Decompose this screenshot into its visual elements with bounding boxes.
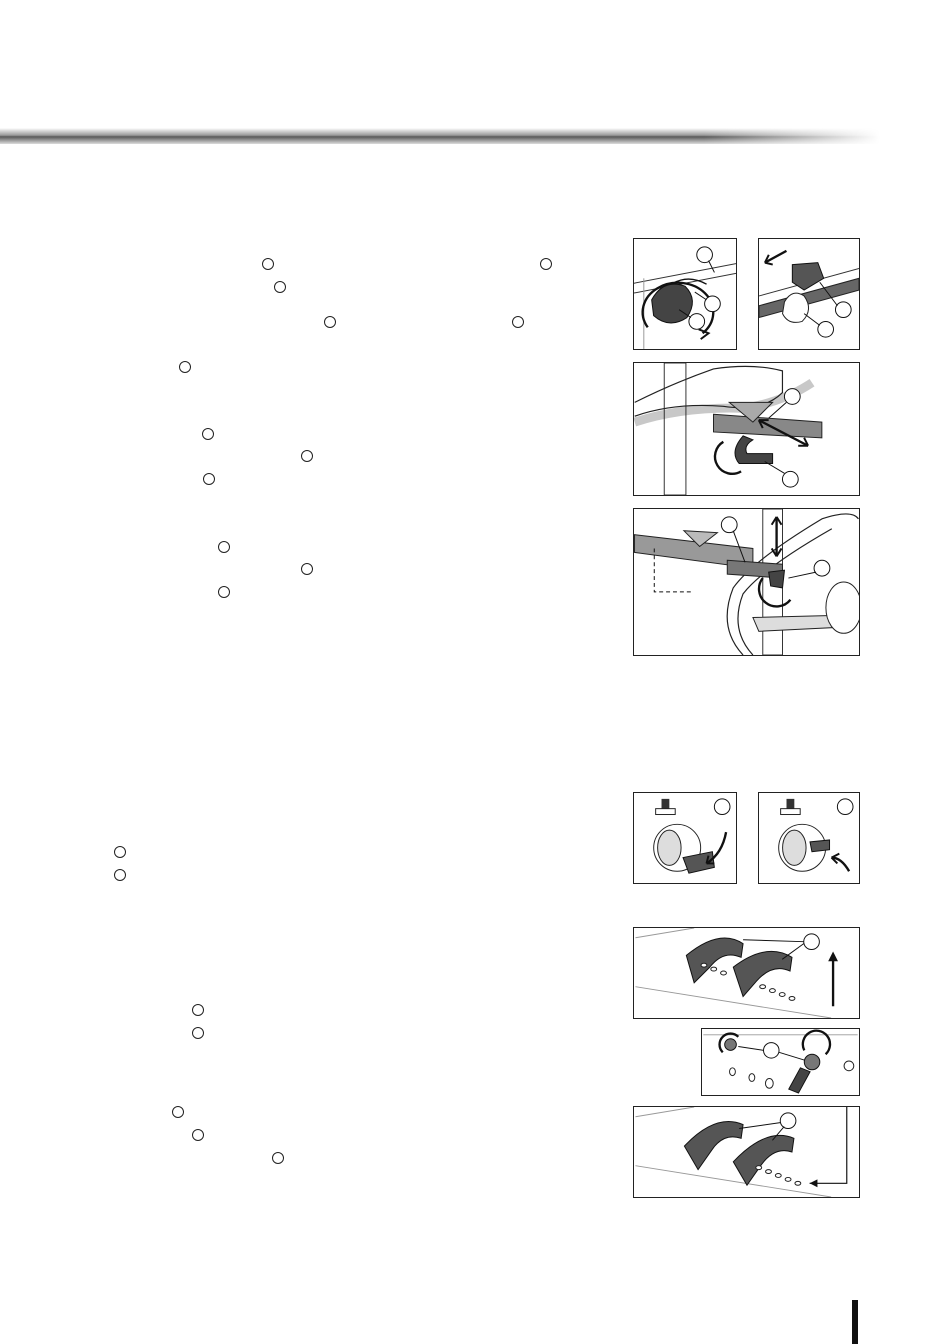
header-rule bbox=[0, 128, 880, 144]
figure-height-adjust bbox=[633, 508, 860, 656]
callout-marker bbox=[324, 316, 336, 328]
figure-caster-brake-on bbox=[633, 792, 737, 884]
callout-marker bbox=[301, 450, 313, 462]
callout-marker bbox=[114, 869, 126, 881]
callout-marker bbox=[512, 316, 524, 328]
callout-marker bbox=[192, 1129, 204, 1141]
callout-marker bbox=[301, 563, 313, 575]
callout-marker bbox=[262, 258, 274, 270]
figure-knob-tighten bbox=[633, 238, 737, 350]
figure-caster-brake-off bbox=[758, 792, 860, 884]
callout-marker bbox=[218, 541, 230, 553]
callout-marker bbox=[202, 428, 214, 440]
callout-marker bbox=[179, 361, 191, 373]
callout-marker bbox=[172, 1106, 184, 1118]
callout-marker bbox=[540, 258, 552, 270]
callout-marker bbox=[192, 1004, 204, 1016]
callout-marker bbox=[114, 846, 126, 858]
callout-marker bbox=[272, 1152, 284, 1164]
callout-marker bbox=[192, 1027, 204, 1039]
figure-footplates-refit bbox=[633, 1106, 860, 1198]
figure-arm-slide bbox=[633, 362, 860, 496]
figure-footplates-lift bbox=[633, 927, 860, 1019]
callout-marker bbox=[218, 586, 230, 598]
figure-nut-removal bbox=[701, 1028, 860, 1096]
figure-clamp-release bbox=[758, 238, 860, 350]
callout-marker bbox=[203, 473, 215, 485]
page-edge-tab bbox=[852, 1300, 858, 1344]
callout-marker bbox=[274, 281, 286, 293]
